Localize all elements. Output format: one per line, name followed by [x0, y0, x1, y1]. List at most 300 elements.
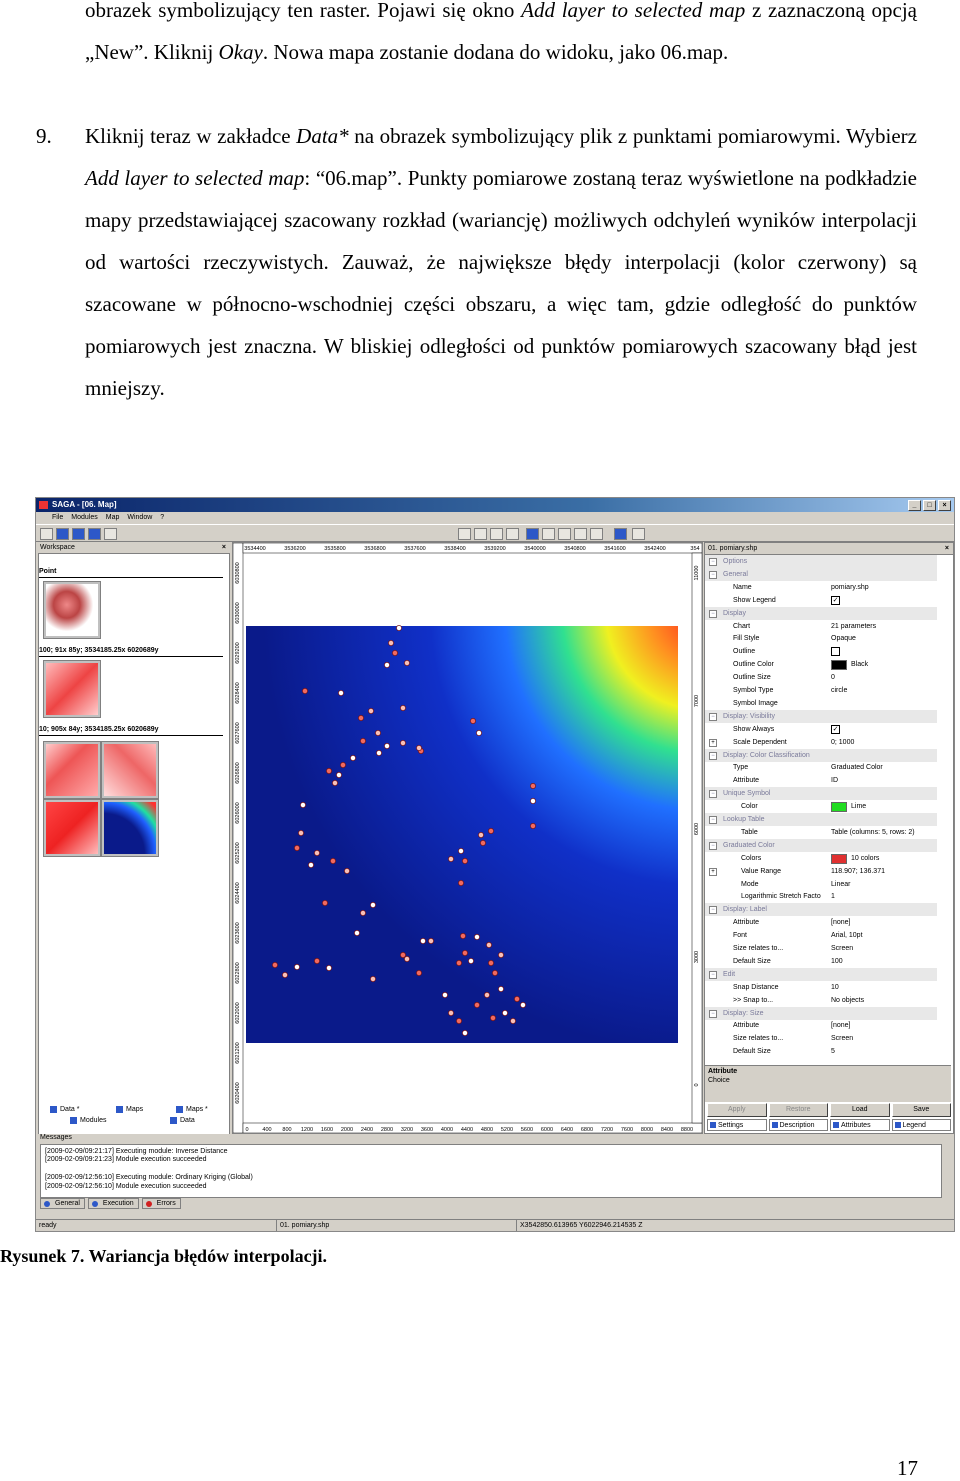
measurement-point[interactable] [298, 830, 303, 835]
property-row[interactable] [705, 890, 937, 903]
x-scale-label: 400 [262, 1127, 272, 1133]
map-canvas[interactable] [233, 543, 702, 1133]
message-line: [2009-02-09/12:56:10] Module execution succeeded [45, 1183, 207, 1190]
property-value[interactable]: 118.907; 136.371 [831, 867, 885, 875]
measurement-point[interactable] [326, 965, 331, 970]
property-value[interactable]: Arial, 10pt [831, 932, 863, 940]
property-value[interactable]: Screen [831, 945, 854, 952]
help-icon[interactable] [104, 528, 117, 540]
grid-thumbnail-4[interactable] [44, 800, 100, 856]
property-row[interactable] [705, 800, 937, 813]
grid-thumbnail-1[interactable] [44, 661, 100, 717]
property-category[interactable] [705, 749, 937, 762]
step9-text-a: Kliknij teraz w zakładce [85, 124, 297, 148]
measurement-point[interactable] [498, 952, 503, 957]
measurement-point[interactable] [486, 942, 491, 947]
pan-icon[interactable] [558, 528, 571, 540]
property-row[interactable] [705, 852, 937, 865]
close-icon[interactable]: × [938, 500, 951, 511]
property-category[interactable] [705, 968, 937, 981]
tab-maps[interactable]: Maps [114, 1104, 143, 1115]
color-swatch[interactable] [831, 660, 847, 670]
pan-zoom-icon[interactable] [574, 528, 587, 540]
y-scale-label: 3000 [694, 950, 700, 964]
select-icon[interactable] [526, 528, 539, 540]
color-swatch[interactable] [831, 854, 847, 864]
measurement-point[interactable] [314, 958, 319, 963]
expand-icon[interactable]: + [709, 739, 717, 747]
map-tool-1-icon[interactable] [458, 528, 471, 540]
property-value[interactable]: 10 colors [851, 854, 880, 862]
property-row[interactable] [705, 1045, 937, 1058]
step-number: 9. [36, 124, 52, 148]
window-controls [908, 500, 951, 511]
property-name: Symbol Image [733, 699, 778, 707]
measurement-point[interactable] [338, 690, 343, 695]
property-value[interactable]: [none] [831, 1022, 851, 1030]
property-row[interactable] [705, 684, 937, 697]
measurement-point[interactable] [336, 772, 341, 777]
property-category[interactable] [705, 607, 937, 620]
tab-legend[interactable]: Legend [892, 1119, 952, 1131]
property-value[interactable]: Black [851, 661, 869, 669]
x-scale-label: 800 [282, 1127, 292, 1133]
expand-icon[interactable]: + [709, 868, 717, 876]
measurement-point[interactable] [460, 933, 465, 938]
measurement-point[interactable] [392, 650, 397, 655]
measurement-point[interactable] [294, 964, 299, 969]
x-scale-label: 8400 [660, 1127, 674, 1133]
map-view[interactable] [232, 542, 703, 1134]
property-name: Attribute [733, 1022, 760, 1030]
measurement-point[interactable] [468, 958, 473, 963]
color-swatch[interactable] [831, 802, 847, 812]
measurement-point[interactable] [272, 962, 277, 967]
object-properties-icon[interactable] [72, 528, 85, 540]
measurement-point[interactable] [354, 930, 359, 935]
tab-modules[interactable]: Modules [68, 1115, 106, 1126]
property-row[interactable] [705, 942, 937, 955]
measurement-point[interactable] [308, 862, 313, 867]
property-name: General [723, 570, 748, 578]
measurement-point[interactable] [476, 730, 481, 735]
menu-window[interactable]: Window [127, 514, 153, 521]
maximize-icon[interactable]: □ [923, 500, 936, 511]
open-icon[interactable] [40, 528, 53, 540]
property-value[interactable]: [none] [831, 919, 851, 927]
property-name: Display: Size [723, 1009, 764, 1017]
tab-settings[interactable]: Settings [707, 1119, 767, 1131]
restore-button[interactable]: Restore [769, 1103, 829, 1117]
measurement-point[interactable] [368, 708, 373, 713]
property-row[interactable] [705, 994, 937, 1007]
properties-panel [704, 542, 954, 1134]
measurement-point[interactable] [448, 856, 453, 861]
property-value[interactable]: 21 parameters [831, 622, 877, 630]
property-value[interactable]: pomiary.shp [831, 583, 869, 591]
y-scale-label: 11000 [694, 565, 700, 581]
x-scale-label: 7600 [620, 1127, 634, 1133]
measurement-point[interactable] [416, 970, 421, 975]
property-row[interactable] [705, 1032, 937, 1045]
measurement-point[interactable] [332, 780, 337, 785]
x-scale-label: 5200 [500, 1127, 514, 1133]
property-name: Attribute [733, 919, 760, 927]
measurement-point[interactable] [484, 992, 489, 997]
property-row[interactable] [705, 774, 937, 787]
property-value[interactable]: 0 [831, 674, 835, 682]
property-row[interactable] [705, 658, 937, 671]
property-category[interactable] [705, 568, 937, 581]
measurement-point[interactable] [350, 755, 355, 760]
measurement-point[interactable] [502, 1010, 507, 1015]
x-scale-label: 7200 [600, 1127, 614, 1133]
x-scale-label: 4400 [460, 1127, 474, 1133]
measurement-point[interactable] [370, 976, 375, 981]
messages-log[interactable] [40, 1144, 942, 1198]
measurement-point[interactable] [490, 1015, 495, 1020]
menu-modules[interactable]: Modules [71, 514, 98, 521]
map-tool-3-icon[interactable] [490, 528, 503, 540]
property-value[interactable]: Linear [831, 880, 851, 888]
map-tool-2-icon[interactable] [474, 528, 487, 540]
x-scale-label: 8800 [680, 1127, 694, 1133]
property-row[interactable] [705, 761, 937, 774]
grid-thumbnail-3[interactable] [102, 742, 158, 798]
measurement-point[interactable] [442, 992, 447, 997]
measurement-point[interactable] [384, 743, 389, 748]
x-scale-ticks [245, 1127, 693, 1133]
measurement-point[interactable] [404, 660, 409, 665]
property-name: Attribute [733, 777, 760, 785]
measurement-point[interactable] [530, 783, 535, 788]
intro-italic-add-layer: Add layer to selected map [521, 0, 746, 22]
property-name: Unique Symbol [723, 790, 771, 798]
measurement-point[interactable] [520, 1002, 525, 1007]
measurement-point[interactable] [488, 960, 493, 965]
collapse-icon[interactable]: − [709, 842, 717, 850]
message-line: [2009-02-09/12:56:10] Executing module: Ordinary Kriging (Global) [45, 1174, 253, 1181]
property-row[interactable] [705, 723, 937, 736]
collapse-icon[interactable]: − [709, 971, 717, 979]
measurement-point[interactable] [300, 802, 305, 807]
property-name: Options [723, 558, 748, 565]
property-value[interactable]: Graduated Color [831, 764, 883, 772]
collapse-icon[interactable]: − [709, 558, 717, 566]
measurement-point[interactable] [462, 1030, 467, 1035]
property-row[interactable] [705, 632, 937, 645]
property-name: Mode [741, 880, 759, 888]
property-checkbox[interactable]: ✓ [832, 725, 839, 733]
measurement-point[interactable] [322, 900, 327, 905]
measurement-point[interactable] [456, 960, 461, 965]
measurement-point[interactable] [458, 880, 463, 885]
measurement-point[interactable] [400, 705, 405, 710]
measurement-point[interactable] [478, 832, 483, 837]
measurement-point[interactable] [384, 662, 389, 667]
property-row[interactable] [705, 916, 937, 929]
intro-italic-okay: Okay [218, 40, 263, 64]
measurement-point[interactable] [375, 730, 380, 735]
property-value[interactable]: Lime [851, 803, 867, 811]
property-value[interactable]: No objects [831, 996, 865, 1004]
map-tool-4-icon[interactable] [506, 528, 519, 540]
step9-italic-add-layer: Add layer to selected map [85, 166, 305, 190]
measurement-point[interactable] [530, 798, 535, 803]
property-category[interactable] [705, 710, 937, 723]
tab-data-star[interactable]: Data * [48, 1104, 79, 1115]
measurement-point[interactable] [498, 986, 503, 991]
measurement-point[interactable] [458, 848, 463, 853]
apply-button[interactable]: Apply [707, 1103, 767, 1117]
x-tick-label: 3536200 [284, 546, 306, 552]
property-category[interactable] [705, 787, 937, 800]
workspace-close-icon[interactable]: × [221, 544, 226, 551]
x-scale-label: 1600 [320, 1127, 334, 1133]
tab-errors[interactable]: Errors [142, 1198, 181, 1209]
y-tick-label: 6028400 [235, 682, 241, 704]
collapse-icon[interactable]: − [709, 816, 717, 824]
attribute-label: Attribute [708, 1068, 738, 1075]
property-name: Symbol Type [733, 687, 774, 694]
property-row[interactable] [705, 955, 937, 968]
measurement-point[interactable] [492, 970, 497, 975]
menu-help[interactable]: ? [160, 514, 165, 521]
x-scale-label: 4800 [480, 1127, 494, 1133]
y-scale-label: 0 [694, 1083, 700, 1087]
property-value[interactable]: Opaque [831, 635, 856, 643]
measurement-point[interactable] [462, 950, 467, 955]
property-name: Display [723, 609, 746, 617]
x-tick-label: 354 [690, 546, 700, 552]
collapse-icon[interactable]: − [709, 1010, 717, 1018]
measurement-point[interactable] [344, 868, 349, 873]
property-name: Value Range [741, 867, 781, 875]
zoom-icon[interactable] [542, 528, 555, 540]
measurement-point[interactable] [514, 996, 519, 1001]
x-tick-label: 3536800 [364, 546, 386, 552]
measurement-point[interactable] [510, 1018, 515, 1023]
property-category[interactable] [705, 839, 937, 852]
x-scale-label: 2800 [380, 1127, 394, 1133]
x-tick-label: 3540000 [524, 546, 546, 552]
measurement-point[interactable] [448, 1010, 453, 1015]
property-row[interactable] [705, 697, 937, 710]
property-value[interactable]: Screen [831, 1035, 854, 1043]
collapse-icon[interactable]: − [709, 752, 717, 760]
measurement-point[interactable] [420, 938, 425, 943]
page-number: 17 [897, 1456, 918, 1480]
property-name: Default Size [733, 957, 771, 965]
minimize-icon[interactable]: _ [908, 500, 921, 511]
property-checkbox[interactable] [831, 647, 840, 656]
grid-thumbnail-2[interactable] [44, 742, 100, 798]
y-tick-label: 6020400 [235, 1082, 241, 1104]
save-button[interactable]: Save [892, 1103, 952, 1117]
y-tick-label: 6030000 [235, 602, 241, 624]
x-tick-label: 3542400 [644, 546, 666, 552]
property-value[interactable]: 0; 1000 [831, 738, 855, 746]
property-name: Fill Style [733, 635, 760, 643]
measurement-point[interactable] [340, 762, 345, 767]
x-scale-label: 3200 [400, 1127, 414, 1133]
measurement-point[interactable] [370, 902, 375, 907]
property-value[interactable]: ID [831, 777, 838, 785]
menu-file[interactable]: File [52, 514, 64, 521]
measurement-point[interactable] [282, 972, 287, 977]
property-value[interactable]: 100 [831, 957, 843, 965]
property-row[interactable] [705, 878, 937, 891]
properties-title: 01. pomiary.shp [708, 545, 758, 552]
message-line: [2009-02-09/09:21:17] Executing module: Inverse Distance [45, 1148, 228, 1155]
step9-text-c: : “06.map”. Punkty pomiarowe zostaną teraz wyświetlone na podkładzie mapy przedstawiającej szacowany rozkład (wariancję) możliwych odchyleń wyników interpolacji od wartości rzeczywistych. Zauważ, że największe błędy interpolacji (kolor czerwony) są szacowane w północno-wschodniej części obszaru, a więc tam, gdzie odległość do punktów pomiarowych jest znaczna. W bliskiej odległości od punktów pomiarowych szacowany błąd jest mniejszy. [85, 166, 917, 400]
load-button[interactable]: Load [830, 1103, 890, 1117]
properties-close-icon[interactable]: × [944, 545, 949, 552]
measurement-point[interactable] [400, 740, 405, 745]
y-tick-label: 6025200 [235, 842, 241, 864]
property-name: Scale Dependent [733, 738, 787, 746]
measurement-point[interactable] [480, 840, 485, 845]
measurement-point[interactable] [400, 952, 405, 957]
tab-description[interactable]: Description [769, 1119, 829, 1131]
properties-tabs [707, 1119, 951, 1131]
grid-thumbnail-variance[interactable] [102, 800, 158, 856]
measurement-point[interactable] [462, 858, 467, 863]
property-name: Colors [741, 854, 762, 862]
measurement-point[interactable] [360, 738, 365, 743]
measurement-point[interactable] [456, 1018, 461, 1023]
x-scale-label: 2000 [340, 1127, 354, 1133]
measurement-point[interactable] [474, 1002, 479, 1007]
measurement-point[interactable] [376, 750, 381, 755]
y-tick-label: 6022800 [235, 962, 241, 984]
figure-caption: Rysunek 7. Wariancja błędów interpolacji. [0, 1246, 328, 1266]
property-row[interactable] [705, 671, 937, 684]
property-row[interactable] [705, 736, 937, 749]
measurement-point[interactable] [326, 768, 331, 773]
workspace-title: Workspace [40, 544, 75, 551]
property-name: Graduated Color [723, 841, 775, 849]
measurement-point[interactable] [488, 828, 493, 833]
measurement-point[interactable] [388, 640, 393, 645]
collapse-icon[interactable]: − [709, 713, 717, 721]
step9-text-b: na obrazek symbolizujący plik z punktami pomiarowymi. Wybierz [348, 124, 917, 148]
messages-panel [38, 1134, 952, 1218]
collapse-icon[interactable]: − [709, 571, 717, 579]
x-scale-label: 8000 [640, 1127, 654, 1133]
toolbar [36, 524, 954, 542]
measure-icon[interactable] [590, 528, 603, 540]
property-name: Size relates to... [733, 1035, 784, 1043]
point-layer-thumbnail[interactable] [44, 582, 100, 638]
workspace-icon[interactable] [56, 528, 69, 540]
tab-data[interactable]: Data [168, 1115, 195, 1126]
measurement-point[interactable] [428, 938, 433, 943]
x-tick-label: 3535800 [324, 546, 346, 552]
property-value[interactable]: 5 [831, 1048, 835, 1056]
properties-header [705, 543, 953, 555]
y-scale-label: 7000 [694, 694, 700, 708]
menu-map[interactable]: Map [105, 514, 120, 521]
messages-title: Messages [40, 1134, 72, 1141]
layout-icon[interactable] [632, 528, 645, 540]
measurement-point[interactable] [330, 858, 335, 863]
y-tick-label: 6029200 [235, 642, 241, 664]
property-row[interactable] [705, 581, 937, 594]
property-buttons [707, 1103, 951, 1117]
measurement-point[interactable] [530, 823, 535, 828]
property-value[interactable]: circle [831, 687, 848, 694]
3d-view-icon[interactable] [614, 528, 627, 540]
ws-section-grid-2: 10; 905x 84y; 3534185.25x 6020689y [39, 725, 223, 736]
property-category[interactable] [705, 903, 937, 916]
property-row[interactable] [705, 620, 937, 633]
property-checkbox[interactable]: ✓ [832, 596, 839, 604]
property-row[interactable] [705, 594, 937, 607]
ws-section-point: Point [39, 567, 223, 578]
y-tick-label: 6022000 [235, 1002, 241, 1024]
collapse-icon[interactable]: − [709, 610, 717, 618]
measurement-point[interactable] [416, 745, 421, 750]
tab-attributes[interactable]: Attributes [830, 1119, 890, 1131]
tab-general[interactable]: General [40, 1198, 85, 1209]
property-row[interactable] [705, 981, 937, 994]
property-value[interactable]: 1 [831, 893, 835, 901]
y-scale-label: 6000 [694, 822, 700, 836]
property-row[interactable] [705, 645, 937, 658]
measurement-point[interactable] [470, 718, 475, 723]
measurement-point[interactable] [302, 688, 307, 693]
property-category[interactable] [705, 555, 937, 568]
info-icon[interactable] [88, 528, 101, 540]
step9-italic-data: Data* [296, 124, 349, 148]
measurement-point[interactable] [360, 910, 365, 915]
property-value[interactable]: Table (columns: 5, rows: 2) [831, 828, 915, 836]
property-row[interactable] [705, 1019, 937, 1032]
property-row[interactable] [705, 826, 937, 839]
property-row[interactable] [705, 865, 937, 878]
window-title: SAGA - [06. Map] [52, 500, 117, 509]
property-category[interactable] [705, 1007, 937, 1020]
y-tick-label: 6030800 [235, 562, 241, 584]
measurement-point[interactable] [314, 850, 319, 855]
measurement-point[interactable] [404, 956, 409, 961]
property-name: Display: Label [723, 906, 767, 914]
status-coordinates: X3542850.613965 Y6022946.214535 Z [516, 1220, 643, 1231]
measurement-point[interactable] [396, 625, 401, 630]
collapse-icon[interactable]: − [709, 906, 717, 914]
property-category[interactable] [705, 813, 937, 826]
measurement-point[interactable] [294, 845, 299, 850]
y-tick-label: 6026800 [235, 762, 241, 784]
property-row[interactable] [705, 929, 937, 942]
workspace-tabs [38, 1102, 228, 1128]
x-scale-label: 4000 [440, 1127, 454, 1133]
property-name: Table [741, 828, 758, 836]
property-value[interactable]: 10 [831, 983, 839, 991]
y-tick-label: 6026000 [235, 802, 241, 824]
property-name: Chart [733, 622, 751, 630]
intro-paragraph [85, 0, 917, 73]
collapse-icon[interactable]: − [709, 790, 717, 798]
property-name: >> Snap to... [733, 996, 774, 1004]
tab-maps-star[interactable]: Maps * [174, 1104, 208, 1115]
measurement-point[interactable] [474, 934, 479, 939]
measurement-point[interactable] [358, 715, 363, 720]
intro-text-b: z zaznaczoną opcją „New”. Kliknij [85, 0, 917, 64]
y-tick-label: 6024400 [235, 882, 241, 904]
tab-execution[interactable]: Execution [88, 1198, 139, 1209]
